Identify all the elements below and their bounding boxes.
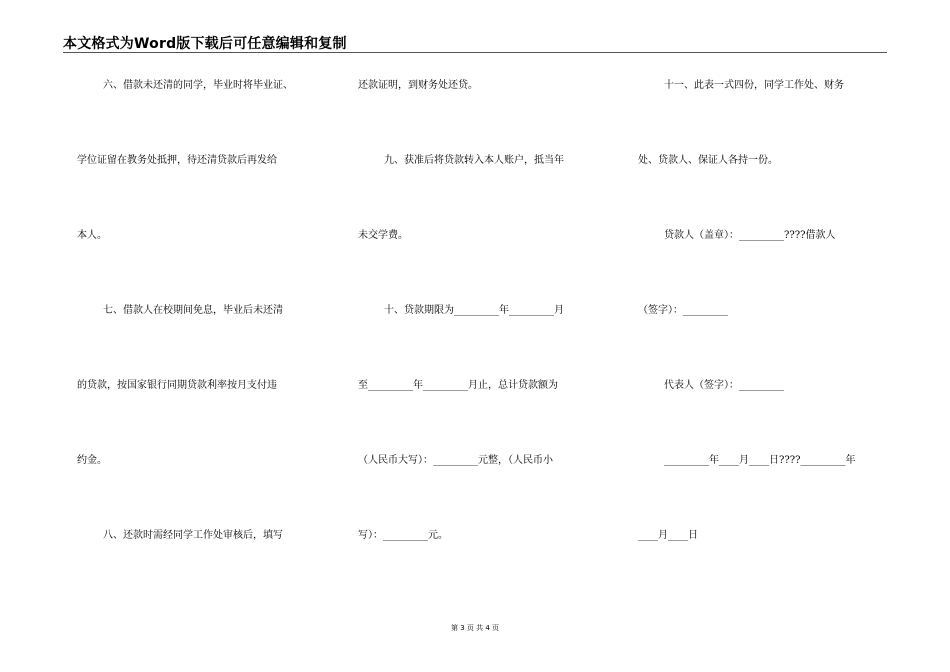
text-line: 处、贷款人、保证人各持一份。 xyxy=(638,155,778,166)
text-line: 还款证明，到财务处还贷。 xyxy=(358,80,478,91)
text-line: 代表人（签字）：_________ xyxy=(664,380,784,391)
text-line: 贷款人（盖章）：_________????借款人 xyxy=(664,230,836,241)
text-line: 十一、此表一式四份，同学工作处、财务 xyxy=(664,80,844,91)
text-line: 的贷款，按国家银行同期贷款利率按月支付违 xyxy=(77,380,277,391)
header-divider xyxy=(63,52,887,53)
page-number-footer: 第 3 页 共 4 页 xyxy=(450,624,500,632)
text-line: 八、还款时需经同学工作处审核后，填写 xyxy=(103,530,283,541)
text-line: （签字）：_________ xyxy=(638,305,728,316)
text-line: 本人。 xyxy=(77,230,107,241)
text-line: 六、借款未还清的同学，毕业时将毕业证、 xyxy=(103,80,293,91)
text-line: （人民币大写）：_________元整，（人民币小 xyxy=(358,455,553,466)
text-line: 未交学费。 xyxy=(358,230,408,241)
text-line: 约金。 xyxy=(77,455,107,466)
text-line: 十、贷款期限为_________年_________月 xyxy=(384,305,564,316)
document-header-title: 本文格式为Word版下载后可任意编辑和复制 xyxy=(63,36,347,52)
text-line: 七、借款人在校期间免息，毕业后未还清 xyxy=(103,305,283,316)
text-line: 九、获准后将贷款转入本人账户，抵当年 xyxy=(384,155,564,166)
text-line: 至_________年_________月止，总计贷款额为 xyxy=(358,380,558,391)
text-line: 写）：_________元。 xyxy=(358,530,448,541)
text-line: _________年____月____日????_________年 xyxy=(664,455,856,466)
text-line: 学位证留在教务处抵押，待还清贷款后再发给 xyxy=(77,155,277,166)
text-line: ____月____日 xyxy=(638,530,698,541)
